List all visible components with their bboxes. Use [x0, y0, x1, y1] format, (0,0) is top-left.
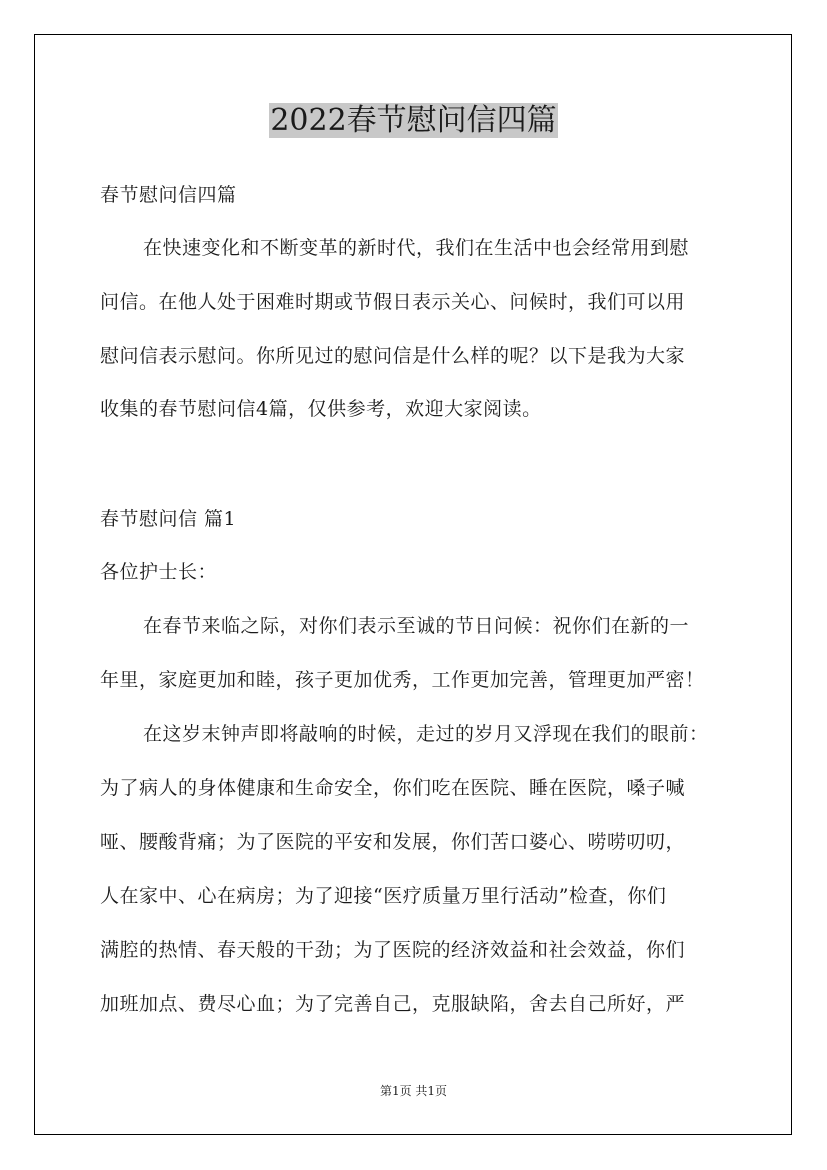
paragraph1-line-1: 在春节来临之际，对你们表示至诚的节日问候：祝你们在新的一 — [143, 615, 690, 637]
paragraph2-line-3: 哑、腰酸背痛；为了医院的平安和发展，你们苦口婆心、唠唠叨叨， — [100, 831, 686, 853]
document-subtitle: 春节慰问信四篇 — [100, 184, 237, 206]
paragraph2-line-1: 在这岁末钟声即将敲响的时候，走过的岁月又浮现在我们的眼前： — [143, 723, 709, 745]
document-title-text: 2022春节慰问信四篇 — [270, 103, 557, 138]
paragraph2-line-6: 加班加点、费尽心血；为了完善自己，克服缺陷，舍去自己所好，严 — [100, 993, 686, 1015]
paragraph1-line-2: 年里，家庭更加和睦，孩子更加优秀，工作更加完善，管理更加严密！ — [100, 669, 705, 691]
section-heading: 春节慰问信 篇1 — [100, 508, 237, 530]
salutation: 各位护士长： — [100, 561, 218, 583]
paragraph2-line-5: 满腔的热情、春天般的干劲；为了医院的经济效益和社会效益，你们 — [100, 939, 686, 961]
intro-line-2: 问信。在他人处于困难时期或节假日表示关心、问候时，我们可以用 — [100, 291, 686, 313]
page-footer: 第1页 共1页 — [379, 1084, 448, 1098]
paragraph2-line-4: 人在家中、心在病房；为了迎接“医疗质量万里行活动”检查，你们 — [100, 885, 667, 907]
paragraph2-line-2: 为了病人的身体健康和生命安全，你们吃在医院、睡在医院，嗓子喊 — [100, 777, 686, 799]
intro-line-4: 收集的春节慰问信4篇，仅供参考，欢迎大家阅读。 — [100, 398, 542, 420]
intro-line-1: 在快速变化和不断变革的新时代，我们在生活中也会经常用到慰 — [143, 237, 690, 259]
document-title — [0, 101, 827, 141]
intro-line-3: 慰问信表示慰问。你所见过的慰问信是什么样的呢？以下是我为大家 — [100, 345, 686, 367]
